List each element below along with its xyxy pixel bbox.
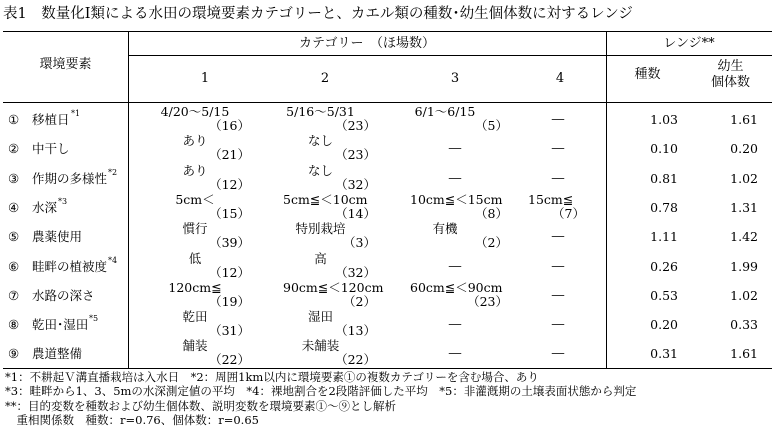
range-larvae-value: 1.02 xyxy=(730,170,758,186)
category-header-rule xyxy=(128,55,606,56)
category-count: （22） xyxy=(335,352,376,368)
row-number: ⑧ xyxy=(8,317,20,333)
range-larvae-value: 0.20 xyxy=(730,141,758,157)
category-count: （2） xyxy=(475,235,508,251)
category-header: カテゴリー （ほ場数） xyxy=(299,36,435,51)
category-count: （31） xyxy=(209,323,250,339)
category-count: （7） xyxy=(552,205,585,221)
footnote-line-4: 重相関係数 種数：r=0.76、個体数：r=0.65 xyxy=(5,413,259,427)
category-count: （32） xyxy=(335,176,376,192)
category-label: 高 xyxy=(314,250,327,266)
range-larvae-value: 1.61 xyxy=(730,112,758,127)
range-species-value: 0.31 xyxy=(650,346,678,362)
category-label: あり xyxy=(182,133,208,149)
range-header: レンジ** xyxy=(663,36,715,51)
range-larvae-value: 1.99 xyxy=(730,258,758,274)
row-number: ⑤ xyxy=(8,229,20,245)
category-count: （12） xyxy=(209,264,250,280)
range-species-value: 1.11 xyxy=(650,229,678,245)
category-label: ― xyxy=(448,140,462,156)
range-species-value: 0.53 xyxy=(650,287,678,303)
factor-footnote-mark: *3 xyxy=(58,196,68,206)
range-species-value: 1.03 xyxy=(650,112,678,127)
footnote-line-3: **：目的変数を種数および幼生個体数、説明変数を環境要素①～⑨とし解析 xyxy=(5,399,396,413)
factor-footnote-mark: *1 xyxy=(71,109,81,118)
range-larvae-value: 1.02 xyxy=(730,287,758,303)
category-label: 10cm≦＜15cm xyxy=(410,191,503,207)
range-larvae-header-line1: 幼生 xyxy=(717,59,744,74)
category-label: ― xyxy=(551,286,565,302)
category-count: （19） xyxy=(209,293,250,309)
category-count: （14） xyxy=(335,205,376,221)
category-label: ― xyxy=(551,169,565,185)
row-number: ③ xyxy=(8,170,20,186)
category-label: 5cm≦＜10cm xyxy=(283,191,368,207)
category-count: （2） xyxy=(343,293,376,309)
footnote-line-1: *1：不耕起Ｖ溝直播栽培は入水日 *2：周囲1km以内に環境要素①の複数カテゴリーを含む場合、あり xyxy=(5,370,539,384)
category-count: （5） xyxy=(475,118,508,133)
category-label: 90cm≦＜120cm xyxy=(283,279,384,295)
category-label: 低 xyxy=(188,250,202,266)
category-label: ― xyxy=(448,169,462,185)
factor-name: 農薬使用 xyxy=(32,229,83,245)
factor-name: 水路の深さ xyxy=(32,287,95,303)
factor-footnote-mark: *2 xyxy=(108,167,118,177)
category-label: なし xyxy=(307,162,333,178)
factor-column-divider xyxy=(128,31,129,368)
factor-header: 環境要素 xyxy=(39,57,92,72)
row-number: ⑨ xyxy=(8,346,20,362)
range-species-header: 種数 xyxy=(634,67,661,82)
category-label: ― xyxy=(551,228,565,244)
row-number: ① xyxy=(8,112,20,127)
range-species-value: 0.20 xyxy=(650,317,678,333)
category-label: ― xyxy=(551,257,565,273)
row-number: ⑦ xyxy=(8,287,20,303)
category-count: （23） xyxy=(467,293,508,309)
factor-name: 中干し xyxy=(32,141,70,157)
factor-footnote-mark: *4 xyxy=(108,255,118,265)
category-label: 有機 xyxy=(432,221,458,237)
category-count: （15） xyxy=(209,205,250,221)
range-larvae-value: 0.33 xyxy=(730,317,758,333)
category-label: 5cm＜ xyxy=(175,191,215,207)
category-count: （32） xyxy=(335,264,376,280)
category-label: あり xyxy=(182,162,208,178)
category-label: ― xyxy=(551,316,565,332)
factor-name: 水深 xyxy=(32,199,58,215)
category-label: 4/20～5/15 xyxy=(160,104,230,119)
category-count: （23） xyxy=(335,118,376,133)
factor-footnote-mark: *5 xyxy=(89,314,99,324)
row-number: ④ xyxy=(8,199,20,215)
row-number: ⑥ xyxy=(8,258,20,274)
factor-name: 作期の多様性 xyxy=(32,170,108,186)
category-label: ― xyxy=(551,345,565,361)
category-label: 舗装 xyxy=(182,338,208,354)
category-label: 未舗装 xyxy=(301,338,340,354)
range-species-value: 0.10 xyxy=(650,141,678,157)
category-label: ― xyxy=(551,140,565,156)
range-larvae-value: 1.61 xyxy=(730,346,758,362)
range-larvae-header-line2: 個体数 xyxy=(710,75,750,90)
category-label: 120cm≦ xyxy=(168,279,222,295)
footnote-line-2: *3：畦畔から1、3、5mの水深測定値の平均 *4：裸地割合を2段階評価した平均 *5：非灌漑期の土壌表面状態から判定 xyxy=(5,384,637,398)
range-larvae-value: 1.31 xyxy=(730,199,758,215)
category-label: ― xyxy=(448,257,462,273)
factor-name: 農道整備 xyxy=(32,346,83,362)
range-species-value: 0.81 xyxy=(650,170,678,186)
category-count: （39） xyxy=(209,235,250,251)
category-count: （8） xyxy=(475,205,508,221)
range-larvae-value: 1.42 xyxy=(730,229,758,245)
factor-name: 移植日 xyxy=(32,112,70,127)
table-top-rule xyxy=(3,31,772,32)
range-species-value: 0.78 xyxy=(650,199,678,215)
category-label: ― xyxy=(448,316,462,332)
category-label: 慣行 xyxy=(182,221,208,237)
category-label: なし xyxy=(307,133,333,149)
category-count: （22） xyxy=(209,352,250,368)
category-label: 乾田 xyxy=(182,309,208,325)
table-bottom-rule xyxy=(3,368,772,369)
category-number-4: 4 xyxy=(555,71,565,86)
category-number-2: 2 xyxy=(320,71,330,86)
category-number-1: 1 xyxy=(200,71,210,86)
table-header-rule xyxy=(3,102,772,103)
category-label: 5/16～5/31 xyxy=(286,104,355,119)
category-count: （12） xyxy=(209,176,250,192)
row-number: ② xyxy=(8,141,20,157)
category-label: 湿田 xyxy=(307,309,333,325)
category-number-3: 3 xyxy=(450,71,460,86)
range-species-value: 0.26 xyxy=(650,258,678,274)
category-count: （16） xyxy=(209,118,250,133)
table-title: 表1 数量化Ⅰ類による水田の環境要素カテゴリーと、カエル類の種数･幼生個体数に対するレンジ xyxy=(3,6,633,22)
category-count: （13） xyxy=(335,323,376,339)
category-count: （3） xyxy=(343,235,376,251)
category-label: 6/1～6/15 xyxy=(414,104,476,119)
category-label: ― xyxy=(448,345,462,361)
category-label: 60cm≦＜90cm xyxy=(410,279,503,295)
range-header-rule xyxy=(606,55,772,56)
category-label: 特別栽培 xyxy=(295,221,346,237)
category-label: 15cm≦ xyxy=(528,191,574,207)
factor-name: 乾田･湿田 xyxy=(32,317,89,333)
category-count: （21） xyxy=(209,147,250,163)
category-label: ― xyxy=(551,111,565,126)
category-count: （23） xyxy=(335,147,376,163)
factor-name: 畦畔の植被度 xyxy=(32,258,108,274)
